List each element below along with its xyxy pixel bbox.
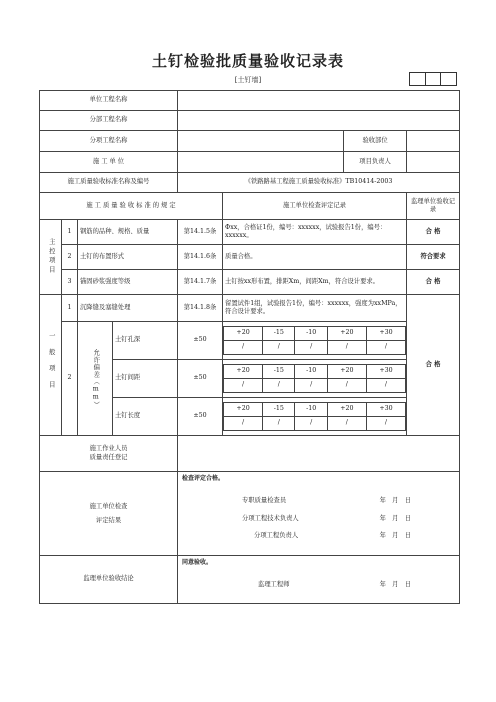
measurement-grid — [223, 402, 406, 431]
operator-value[interactable] — [178, 436, 460, 472]
measurement-mark: / — [224, 417, 263, 431]
measurement-mark: / — [366, 341, 405, 355]
deviation-tolerance: ±50 — [178, 322, 223, 360]
signer-date: 年 月 日 — [379, 581, 412, 589]
main-row-result: 合 格 — [407, 220, 460, 245]
supervision-signer — [258, 579, 411, 592]
main-row-item: 锚固砂浆强度等级 — [78, 270, 178, 295]
main-row-item: 土钉的布置形式 — [78, 245, 178, 270]
general-label: 一般项目 — [40, 295, 62, 436]
sub-item-value[interactable] — [178, 131, 343, 151]
measurement-mark: / — [263, 379, 295, 393]
measurement-mark: / — [366, 417, 405, 431]
main-row-clause: 第14.1.5条 — [178, 220, 223, 245]
page-title: 土钉检验批质量验收记录表 — [151, 52, 344, 70]
check-signer — [242, 495, 411, 508]
signer-role: 监理工程师 — [258, 581, 290, 589]
general-row-record: 留置试件1组，试验报告1份，编号：xxxxxx，强度为xxMPa，符合设计要求。 — [223, 295, 407, 322]
measurement-value: +20 — [327, 327, 366, 341]
measurement-grid — [223, 326, 406, 355]
measurement-value: -15 — [263, 403, 295, 417]
measurement-value: -15 — [263, 327, 295, 341]
signer-date: 年 月 日 — [379, 532, 412, 540]
measurement-mark: / — [224, 341, 263, 355]
inspection-table — [39, 90, 460, 604]
measurement-value: +20 — [224, 365, 263, 379]
construction-unit-label: 施 工 单 位 — [40, 152, 178, 173]
signer-date: 年 月 日 — [379, 514, 412, 522]
main-row-result: 符合要求 — [407, 245, 460, 270]
check-signer — [242, 530, 411, 543]
measurement-value: +20 — [224, 327, 263, 341]
main-control-label: 主控项目 — [40, 220, 62, 295]
measurement-mark: / — [327, 341, 366, 355]
general-row-clause: 第14.1.8条 — [178, 295, 223, 322]
unit-project-value[interactable] — [178, 91, 460, 111]
measurement-value: +20 — [327, 365, 366, 379]
check-conclusion: 检查评定合格。 — [182, 475, 225, 482]
check-label: 施工单位检查 评定结果 — [40, 472, 178, 556]
measurement-grid — [223, 364, 406, 393]
general-row-no: 1 — [62, 295, 78, 322]
standard-value: 《铁路路基工程施工质量验收标准》TB10414-2003 — [178, 173, 460, 193]
main-row-no: 2 — [62, 245, 78, 270]
general-row-item: 沉降缝及塞缝处理 — [78, 295, 178, 322]
deviation-tolerance: ±50 — [178, 398, 223, 436]
supervision-label: 监理单位验收结论 — [40, 556, 178, 604]
deviation-item-name: 土钉间距 — [113, 360, 178, 398]
project-leader-label: 项目负责人 — [343, 152, 406, 172]
spec-column-header: 施 工 质 量 验 收 标 准 的 规 定 — [40, 193, 223, 220]
construction-unit-value[interactable] — [178, 152, 343, 172]
main-row-item: 钢筋的品种、规格、质量 — [78, 220, 178, 245]
measurement-value: +30 — [366, 365, 405, 379]
deviation-item-name: 土钉长度 — [113, 398, 178, 436]
signer-date: 年 月 日 — [379, 497, 412, 505]
project-leader-value[interactable] — [407, 152, 460, 173]
page-subtitle: [土钉墙] — [234, 76, 262, 84]
supervisor-column-header: 监理单位验收记录 — [407, 193, 460, 220]
main-row-clause: 第14.1.6条 — [178, 245, 223, 270]
unit-project-label: 单位工程名称 — [40, 91, 178, 111]
main-row-result: 合 格 — [407, 270, 460, 295]
sub-project-value[interactable] — [178, 111, 460, 131]
measurement-value: -10 — [295, 365, 327, 379]
measurement-mark: / — [224, 379, 263, 393]
sub-project-label: 分部工程名称 — [40, 111, 178, 131]
check-block — [178, 472, 460, 556]
measurement-mark: / — [263, 417, 295, 431]
measurement-value: +30 — [366, 327, 405, 341]
main-row-record: Φxx，合格证1份，编号：xxxxxx，试验报告1份，编号：xxxxxx。 — [223, 220, 407, 245]
measurement-value: -10 — [295, 403, 327, 417]
main-row-no: 3 — [62, 270, 78, 295]
measurement-value: +20 — [224, 403, 263, 417]
signer-role: 分项工程负责人 — [254, 532, 299, 540]
check-signer — [242, 513, 411, 526]
operator-label: 施工作业人员 质量责任登记 — [40, 436, 178, 472]
deviation-label: 允许偏差（mm） — [78, 322, 113, 436]
measurement-mark: / — [295, 341, 327, 355]
code-boxes — [409, 72, 457, 86]
main-row-no: 1 — [62, 220, 78, 245]
measurement-value: +30 — [366, 403, 405, 417]
measurement-mark: / — [366, 379, 405, 393]
signer-role: 分项工程技术负责人 — [242, 514, 299, 522]
general-row-no: 2 — [62, 322, 78, 436]
main-row-record: 质量合格。 — [223, 245, 407, 270]
record-column-header: 施工单位检查评定记录 — [223, 193, 407, 220]
measurement-mark: / — [295, 379, 327, 393]
measurement-value: -10 — [295, 327, 327, 341]
supervision-conclusion: 同意验收。 — [182, 559, 213, 566]
signer-role: 专职质量检查员 — [242, 497, 287, 505]
main-row-clause: 第14.1.7条 — [178, 270, 223, 295]
measurement-value: -15 — [263, 365, 295, 379]
standard-label: 施工质量验收标准名称及编号 — [40, 173, 178, 193]
measurement-mark: / — [327, 417, 366, 431]
acceptance-part-label: 验收部位 — [343, 131, 406, 151]
measurement-value: +20 — [327, 403, 366, 417]
general-result: 合 格 — [407, 295, 460, 436]
measurement-mark: / — [327, 379, 366, 393]
acceptance-part-value[interactable] — [407, 131, 460, 152]
deviation-item-name: 土钉孔深 — [113, 322, 178, 360]
deviation-tolerance: ±50 — [178, 360, 223, 398]
measurement-mark: / — [295, 417, 327, 431]
supervision-block — [178, 556, 460, 604]
sub-item-label: 分项工程名称 — [40, 131, 178, 152]
measurement-mark: / — [263, 341, 295, 355]
main-row-record: 土钉按xx形布置，排距Xm，间距Xm，符合设计要求。 — [223, 270, 407, 295]
